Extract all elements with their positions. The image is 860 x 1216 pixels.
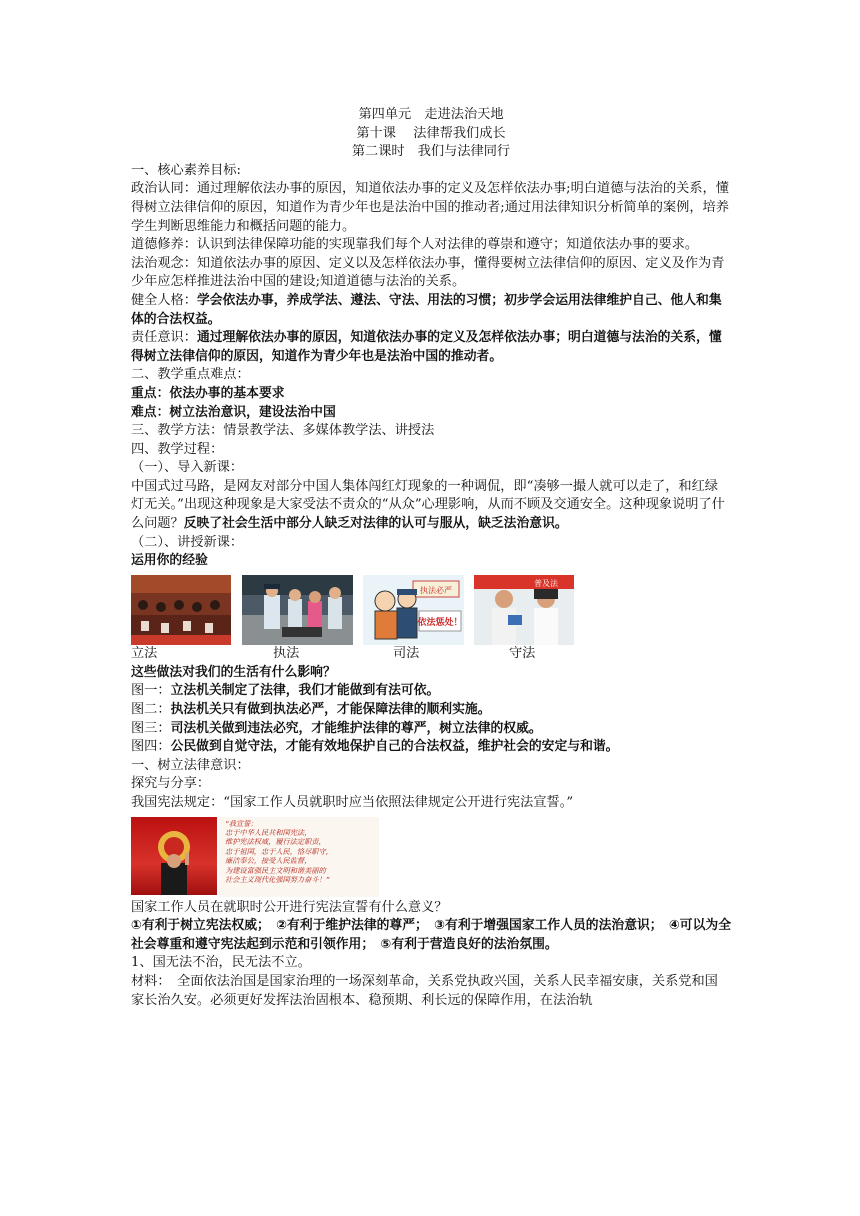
svg-text:普及法: 普及法	[534, 578, 558, 588]
sign-text-2: 依法惩处！	[417, 617, 463, 628]
label: 健全人格：	[131, 292, 197, 308]
paragraph: 我国宪法规定：“国家工作人员就职时应当依照法律规定公开进行宪法宣誓。”	[131, 795, 574, 810]
fig-text: 司法机关做到违法必究，才能维护法律的尊严，树立法律的权威。	[170, 720, 542, 736]
period-title: 第二课时 我们与法律同行	[351, 144, 511, 160]
oath-line: 社会主义现代化强国努力奋斗！”	[225, 875, 330, 885]
paragraph	[131, 478, 731, 534]
caption-legislation: 立法	[131, 645, 158, 661]
answer: ①有利于树立宪法权威； ②有利于维护法律的尊严； ③有利于增强国家工作人员的法治意识； ④可以为全社会尊重和遵守宪法起到示范和引领作用； ⑤有利于营造良好的法治氛围。	[131, 918, 731, 952]
bold-text: 通过理解依法办事的原因，知道依法办事的定义及怎样依法办事；明白道德与法治的关系，懂得树立法律信仰的原因，知道作为青少年也是法治中国的推动者。	[131, 330, 722, 364]
bold-text: 反映了社会生活中部分人缺乏对法律的认可与服从，缺乏法治意识。	[183, 516, 568, 532]
caption-enforcement: 执法	[273, 645, 300, 661]
label: 责任意识：	[131, 330, 197, 346]
judiciary-cartoon	[363, 575, 464, 645]
caption-judiciary: 司法	[393, 645, 420, 661]
bold-text: 学会依法办事，养成学法、遵法、守法、用法的习惯；初步学会运用法律维护自己、他人和集体的合法权益。	[131, 292, 722, 327]
fig-line	[131, 720, 731, 739]
law-abiding-photo	[474, 575, 574, 645]
section-heading: 四、教学过程：	[131, 441, 224, 457]
paragraph	[131, 292, 731, 329]
unit-title: 第四单元 走进法治天地	[358, 107, 504, 122]
legislation-photo	[131, 575, 231, 645]
fig-label: 图四：	[131, 739, 171, 755]
sign-text-1: 执法必严	[420, 585, 452, 595]
subsection-heading: （二）、讲授新课：	[131, 534, 244, 550]
oath-ceremony-photo	[131, 817, 217, 895]
key-point: 重点：依法办事的基本要求	[131, 385, 285, 401]
intro-text: 中国式过马路，是网友对部分中国人集体闯红灯现象的一种调侃，即“凑够一撮人就可以走了，和红绿灯无关。”出现这种现象是大家受法不责众的“从众”心理影响，从而不顾及交通安全。这种现象说明了什么问题？	[131, 478, 725, 532]
fig-text: 执法机关只有做到执法必严，才能保障法律的顺利实施。	[170, 702, 491, 718]
fig-label: 图三：	[131, 720, 171, 736]
oath-line: 廉洁奉公，接受人民监督，	[225, 856, 312, 866]
material-text: 材料： 全面依法治国是国家治理的一场深刻革命，关系党执政兴国，关系人民幸福安康，关系党和国家长治久安。必须更好发挥法治固根本、稳预期、利长远的保障作用，在法治轨	[131, 973, 718, 1008]
experience-title: 运用你的经验	[131, 553, 208, 569]
paragraph: 政治认同：通过理解依法办事的原因，知道依法办事的定义及怎样依法办事;明白道德与法治的关系，懂得树立法律信仰的原因，知道作为青少年也是法治中国的推动者;通过用法律知识分析简单的案例，培养学生判断思维能力和概括问题的能力。	[131, 181, 729, 234]
lesson-title: 第十课 法律帮我们成长	[356, 125, 506, 141]
section-heading: 三、教学方法：情景教学法、多媒体教学法、讲授法	[131, 423, 435, 439]
oath-line: 忠于中华人民共和国宪法，	[225, 828, 312, 837]
question: 这些做法对我们的生活有什么影响？	[131, 664, 336, 680]
oath-line: 为建设富强民主文明和谐美丽的	[225, 865, 326, 875]
paragraph	[131, 329, 731, 366]
oath-text-card	[219, 817, 379, 897]
point-heading: 1、国无法不治，民无法不立。	[131, 955, 311, 971]
section-heading: 一、树立法律意识：	[131, 757, 250, 773]
paragraph: 道德修养：认识到法律保障功能的实现靠我们每个人对法律的尊崇和遵守；知道依法办事的要求。	[131, 237, 699, 253]
fig-label: 图一：	[131, 683, 171, 699]
oath-images	[131, 815, 731, 899]
fig-text: 立法机关制定了法律，我们才能做到有法可依。	[170, 683, 440, 699]
fig-label: 图二：	[131, 702, 171, 718]
oath-line: “我宣誓：	[225, 818, 258, 828]
document-page	[131, 106, 731, 1010]
photo-row	[131, 573, 731, 645]
paragraph: 法治观念：知道依法办事的原因、定义以及怎样依法办事，懂得要树立法律信仰的原因、定义及作为青少年应怎样推进法治中国的建设;知道道德与法治的关系。	[131, 255, 725, 290]
photo-captions	[131, 645, 731, 664]
law-enforcement-photo	[242, 575, 353, 645]
section-heading: 二、教学重点难点：	[131, 367, 250, 383]
oath-line: 维护宪法权威，履行法定职责，	[225, 837, 326, 847]
oath-line: 忠于祖国，忠于人民，恪尽职守，	[225, 846, 333, 856]
fig-line	[131, 738, 731, 757]
section-heading: 一、核心素养目标:	[131, 162, 241, 178]
fig-line	[131, 682, 731, 701]
subsection-heading: 探究与分享：	[131, 776, 211, 792]
caption-law-abiding: 守法	[509, 645, 536, 661]
fig-text: 公民做到自觉守法，才能有效地保护自己的合法权益，维护社会的安定与和谐。	[170, 739, 619, 755]
fig-line	[131, 701, 731, 720]
difficult-point: 难点：树立法治意识，建设法治中国	[131, 404, 336, 420]
subsection-heading: （一）、导入新课：	[131, 460, 244, 476]
question: 国家工作人员在就职时公开进行宪法宣誓有什么意义？	[131, 899, 448, 915]
